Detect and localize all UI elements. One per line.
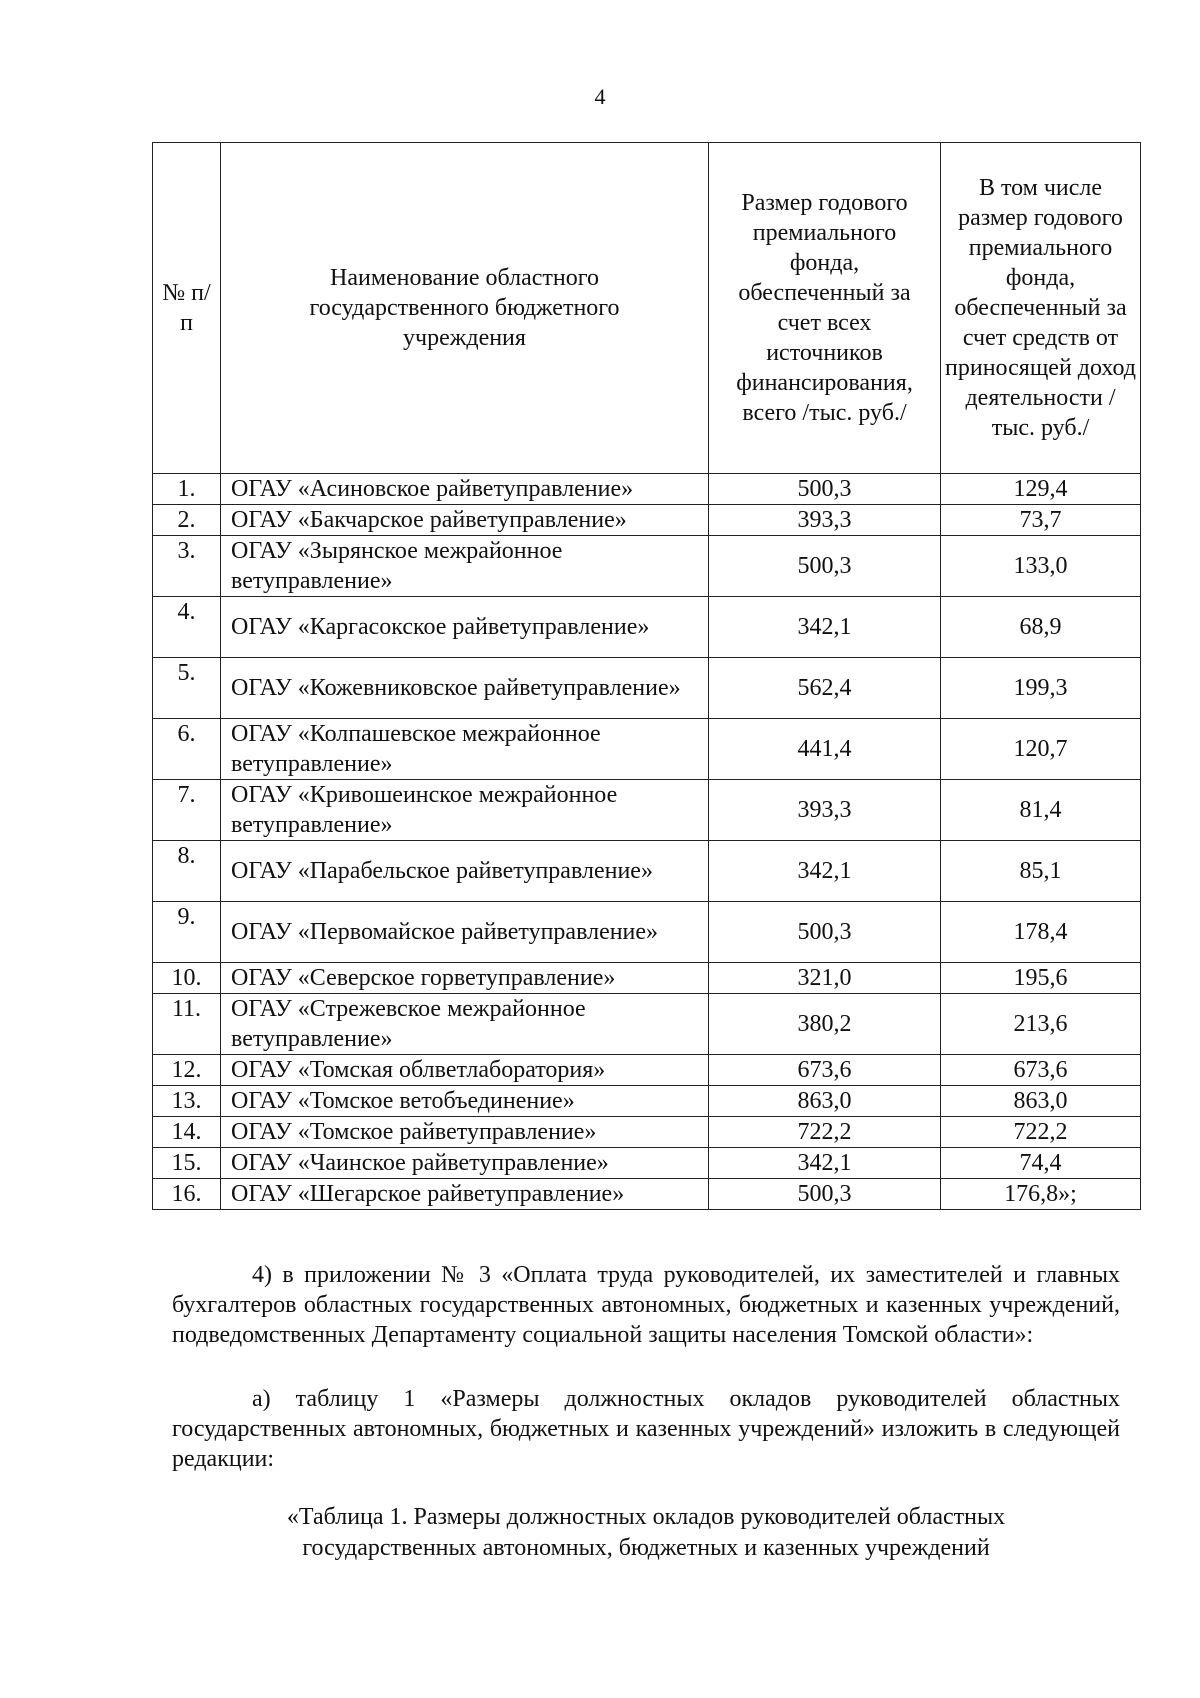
- table-row: [153, 1117, 1141, 1148]
- income-fund-value: 199,3: [941, 658, 1141, 719]
- total-fund-value: 441,4: [709, 719, 941, 780]
- institution-name: ОГАУ «Стрежевское межрайонное ветуправление»: [221, 994, 709, 1055]
- total-fund-value: 342,1: [709, 841, 941, 902]
- income-fund-value: 176,8»;: [941, 1179, 1141, 1210]
- header-institution-name: Наименование областного государственного бюджетного учреждения: [221, 143, 709, 474]
- table-row: [153, 597, 1141, 658]
- premium-fund-table: [152, 142, 1141, 1210]
- total-fund-value: 380,2: [709, 994, 941, 1055]
- row-number: 3.: [153, 536, 221, 597]
- total-fund-value: 342,1: [709, 1148, 941, 1179]
- row-number: 6.: [153, 719, 221, 780]
- total-fund-value: 393,3: [709, 505, 941, 536]
- table-row: [153, 536, 1141, 597]
- total-fund-value: 562,4: [709, 658, 941, 719]
- caption-line: «Таблица 1. Размеры должностных окладов руководителей областных: [286, 1504, 1006, 1530]
- row-number: 1.: [153, 474, 221, 505]
- institution-name: ОГАУ «Зырянское межрайонное ветуправление»: [221, 536, 709, 597]
- institution-name: ОГАУ «Северское горветуправление»: [221, 963, 709, 994]
- table-row: [153, 1148, 1141, 1179]
- row-number: 10.: [153, 963, 221, 994]
- income-fund-value: 68,9: [941, 597, 1141, 658]
- total-fund-value: 393,3: [709, 780, 941, 841]
- total-fund-value: 500,3: [709, 1179, 941, 1210]
- total-fund-value: 673,6: [709, 1055, 941, 1086]
- row-number: 4.: [153, 597, 221, 658]
- institution-name: ОГАУ «Шегарское райветуправление»: [221, 1179, 709, 1210]
- table-row: [153, 1179, 1141, 1210]
- income-fund-value: 74,4: [941, 1148, 1141, 1179]
- total-fund-value: 500,3: [709, 474, 941, 505]
- income-fund-value: 129,4: [941, 474, 1141, 505]
- row-number: 13.: [153, 1086, 221, 1117]
- table-row: [153, 780, 1141, 841]
- table-row: [153, 902, 1141, 963]
- income-fund-value: 673,6: [941, 1055, 1141, 1086]
- row-number: 7.: [153, 780, 221, 841]
- total-fund-value: 722,2: [709, 1117, 941, 1148]
- income-fund-value: 195,6: [941, 963, 1141, 994]
- header-total-fund: Размер годового премиального фонда, обеспеченный за счет всех источников финансирования, всего /тыс. руб./: [709, 143, 941, 474]
- institution-name: ОГАУ «Первомайское райветуправление»: [221, 902, 709, 963]
- paragraph-table-1-edit: а) таблицу 1 «Размеры должностных окладов руководителей областных государственных автономных, бюджетных и казенных учреждений» изложить в следующей редакции:: [172, 1386, 1120, 1472]
- table-row: [153, 963, 1141, 994]
- income-fund-value: 133,0: [941, 536, 1141, 597]
- institution-name: ОГАУ «Томская облветлаборатория»: [221, 1055, 709, 1086]
- total-fund-value: 500,3: [709, 536, 941, 597]
- total-fund-value: 500,3: [709, 902, 941, 963]
- row-number: 16.: [153, 1179, 221, 1210]
- table-row: [153, 1086, 1141, 1117]
- institution-name: ОГАУ «Парабельское райветуправление»: [221, 841, 709, 902]
- table-row: [153, 719, 1141, 780]
- table-1-caption: [172, 1502, 1120, 1564]
- institution-name: ОГАУ «Асиновское райветуправление»: [221, 474, 709, 505]
- institution-name: ОГАУ «Бакчарское райветуправление»: [221, 505, 709, 536]
- income-fund-value: 213,6: [941, 994, 1141, 1055]
- row-number: 15.: [153, 1148, 221, 1179]
- row-number: 9.: [153, 902, 221, 963]
- table-header-row: [153, 143, 1141, 474]
- income-fund-value: 81,4: [941, 780, 1141, 841]
- row-number: 14.: [153, 1117, 221, 1148]
- table-row: [153, 474, 1141, 505]
- institution-name: ОГАУ «Чаинское райветуправление»: [221, 1148, 709, 1179]
- row-number: 8.: [153, 841, 221, 902]
- total-fund-value: 863,0: [709, 1086, 941, 1117]
- row-number: 5.: [153, 658, 221, 719]
- table-row: [153, 658, 1141, 719]
- page-number: 4: [594, 84, 606, 109]
- header-income-fund: В том числе размер годового премиального фонда, обеспеченный за счет средств от приносящей доход деятельности /тыс. руб./: [941, 143, 1141, 474]
- income-fund-value: 178,4: [941, 902, 1141, 963]
- row-number: 2.: [153, 505, 221, 536]
- total-fund-value: 342,1: [709, 597, 941, 658]
- institution-name: ОГАУ «Каргасокское райветуправление»: [221, 597, 709, 658]
- income-fund-value: 73,7: [941, 505, 1141, 536]
- institution-name: ОГАУ «Колпашевское межрайонное ветуправление»: [221, 719, 709, 780]
- row-number: 12.: [153, 1055, 221, 1086]
- income-fund-value: 863,0: [941, 1086, 1141, 1117]
- table-row: [153, 994, 1141, 1055]
- header-number: № п/п: [153, 143, 221, 474]
- income-fund-value: 120,7: [941, 719, 1141, 780]
- institution-name: ОГАУ «Томское райветуправление»: [221, 1117, 709, 1148]
- institution-name: ОГАУ «Кривошеинское межрайонное ветуправление»: [221, 780, 709, 841]
- row-number: 11.: [153, 994, 221, 1055]
- total-fund-value: 321,0: [709, 963, 941, 994]
- paragraph-appendix-3: 4) в приложении № 3 «Оплата труда руководителей, их заместителей и главных бухгалтеров областных государственных автономных, бюджетных и казенных учреждений, подведомственных Департаменту социальной защиты населения Томской области»:: [172, 1262, 1120, 1348]
- table-row: [153, 1055, 1141, 1086]
- caption-line: государственных автономных, бюджетных и казенных учреждений: [302, 1535, 990, 1561]
- institution-name: ОГАУ «Томское ветобъединение»: [221, 1086, 709, 1117]
- table-row: [153, 841, 1141, 902]
- income-fund-value: 85,1: [941, 841, 1141, 902]
- institution-name: ОГАУ «Кожевниковское райветуправление»: [221, 658, 709, 719]
- table-row: [153, 505, 1141, 536]
- income-fund-value: 722,2: [941, 1117, 1141, 1148]
